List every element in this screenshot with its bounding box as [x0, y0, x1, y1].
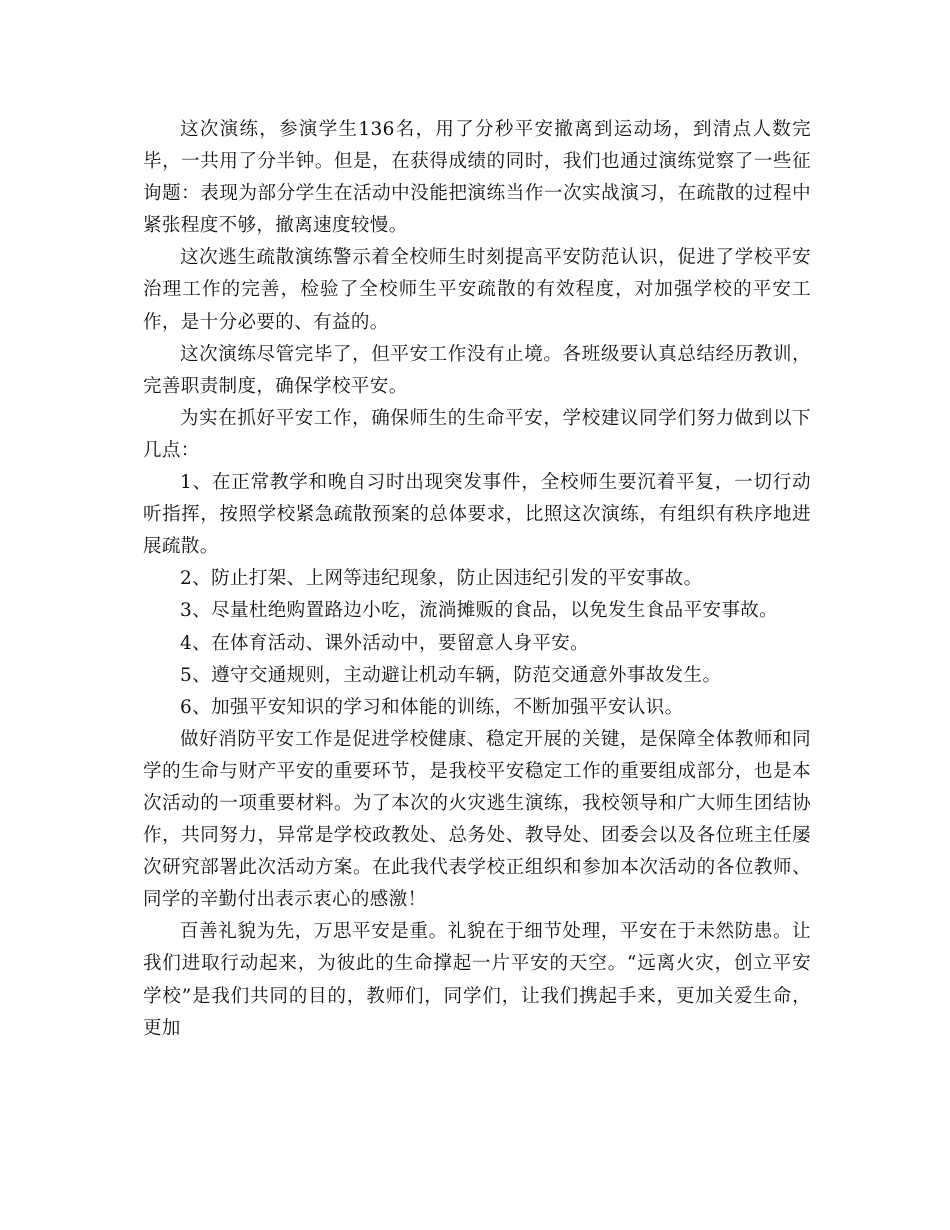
- paragraph-recommendation-6: 6、加强平安知识的学习和体能的训练，不断加强平安认识。: [180, 696, 684, 718]
- paragraph-recommendation-4: 4、在体育活动、课外活动中，要留意人身平安。: [180, 632, 590, 654]
- paragraph-recommendations-intro: 为实在抓好平安工作，确保师生的生命平安，学校建议同学们努力做到以下几点：: [143, 407, 811, 461]
- paragraph-drill-summary: 这次演练，参演学生136名，用了分秒平安撤离到运动场，到清点人数完毕，一共用了分半钟。但是，在获得成绩的同时，我们也通过演练觉察了一些征询题：表现为部分学生在活动中没能把演练当作一次实战演习，在疏散的过程中紧张程度不够，撤离速度较慢。: [143, 119, 811, 237]
- paragraph-recommendation-2: 2、防止打架、上网等违纪现象，防止因违纪引发的平安事故。: [180, 568, 703, 590]
- paragraph-safety-ongoing: 这次演练尽管完毕了，但平安工作没有止境。各班级要认真总结经历教训，完善职责制度，确保学校平安。: [143, 343, 811, 397]
- paragraph-closing-call: 百善礼貌为先，万思平安是重。礼貌在于细节处理，平安在于未然防患。让我们进取行动起来，为彼此的生命撑起一片平安的天空。“远离火灾，创立平安学校”是我们共同的目的，教师们，同学们，让我们携起手来，更加关爱生命，更加: [143, 921, 811, 1039]
- paragraph-recommendation-3: 3、尽量杜绝购置路边小吃，流淌摊贩的食品，以免发生食品平安事故。: [180, 600, 779, 622]
- paragraph-recommendation-5: 5、遵守交通规则，主动避让机动车辆，防范交通意外事故发生。: [180, 664, 722, 686]
- paragraph-drill-significance: 这次逃生疏散演练警示着全校师生时刻提高平安防范认识，促进了学校平安治理工作的完善，检验了全校师生平安疏散的有效程度，对加强学校的平安工作，是十分必要的、有益的。: [143, 247, 811, 333]
- document-body: [143, 114, 811, 1045]
- paragraph-recommendation-1: 1、在正常教学和晚自习时出现突发事件，全校师生要沉着平复，一切行动听指挥，按照学校紧急疏散预案的总体要求，比照这次演练，有组织有秩序地进展疏散。: [143, 472, 811, 558]
- paragraph-fire-safety-thanks: 做好消防平安工作是促进学校健康、稳定开展的关键，是保障全体教师和同学的生命与财产平安的重要环节，是我校平安稳定工作的重要组成部分，也是本次活动的一项重要材料。为了本次的火灾逃生演练，我校领导和广大师生团结协作，共同努力，异常是学校政教处、总务处、教导处、团委会以及各位班主任屡次研究部署此次活动方案。在此我代表学校正组织和参加本次活动的各位教师、同学的辛勤付出表示衷心的感激！: [143, 728, 811, 911]
